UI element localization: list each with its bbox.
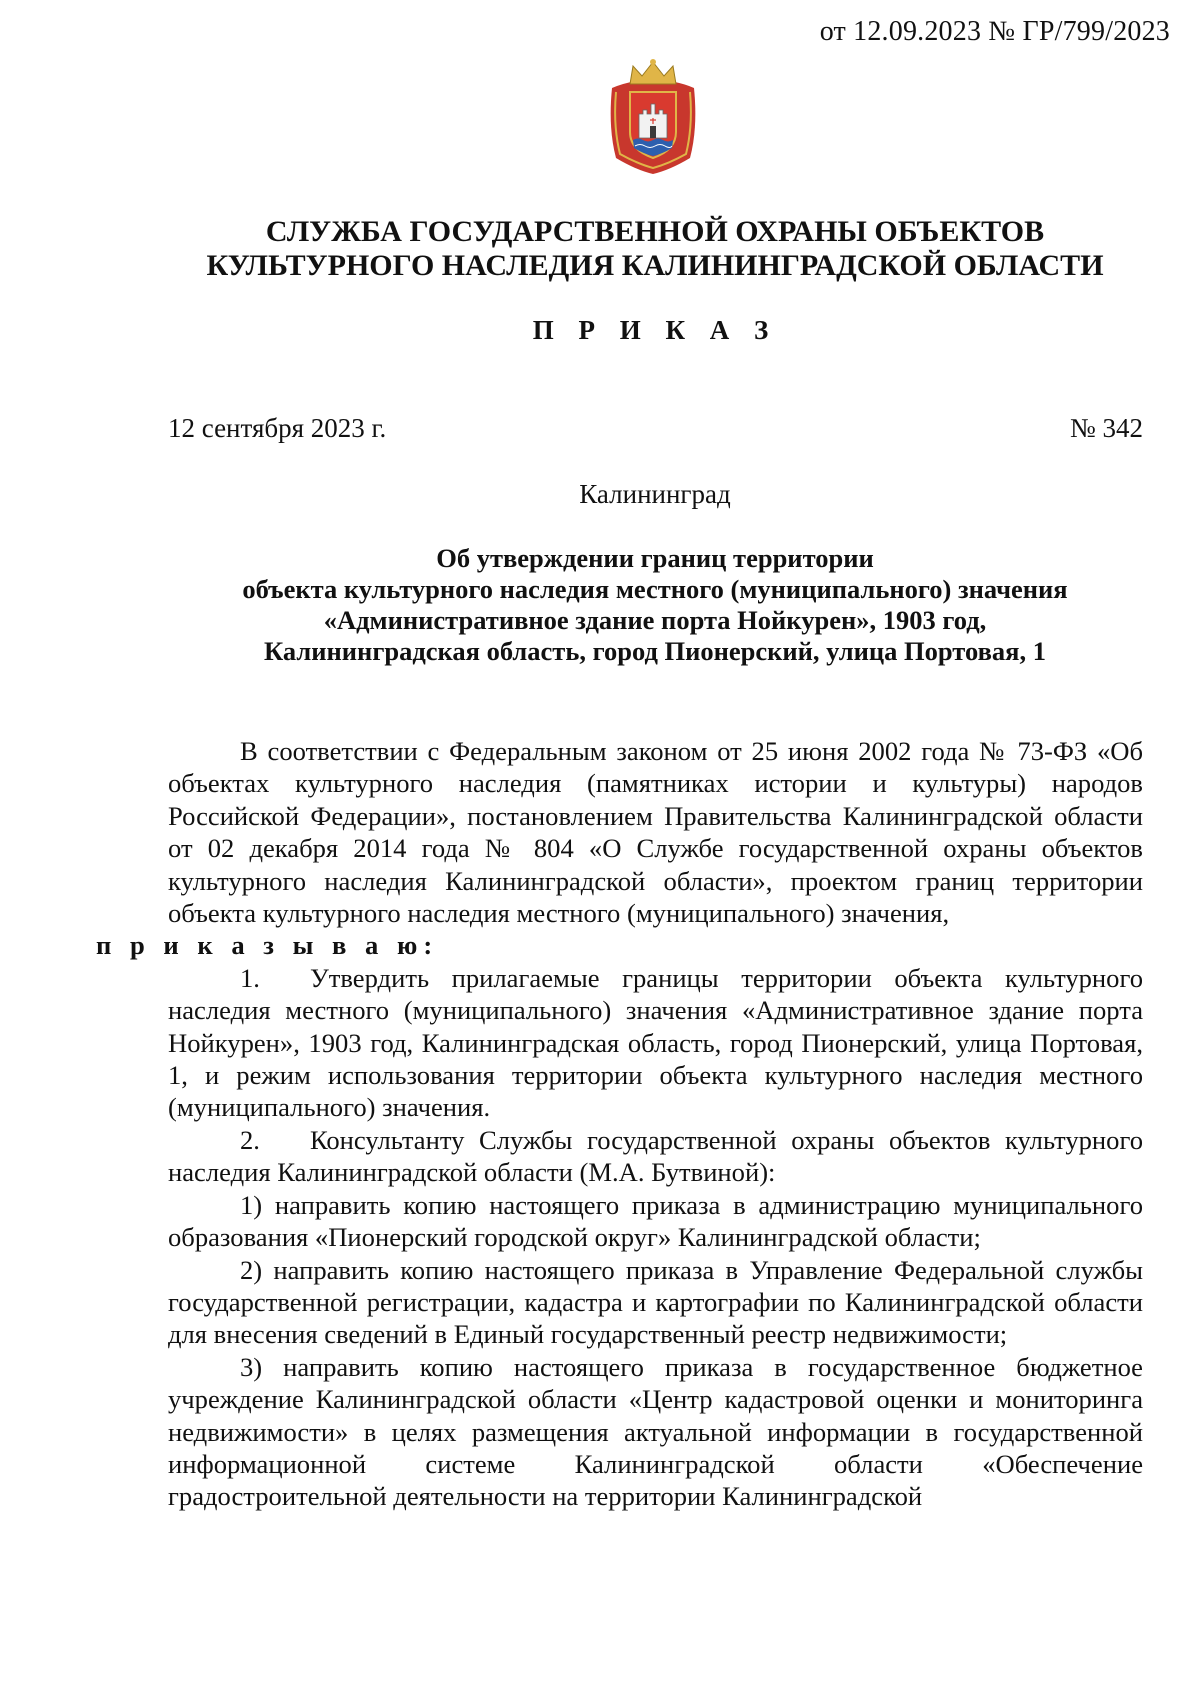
intro-text: В соответствии с Федеральным законом от 25 июня 2002 года № 73-ФЗ «Об объектах культурного наследия (памятниках истории и культуры) народов Российской Федерации», постановлением Правительства Калининградской области от 02 декабря 2014 года № 804 «О Службе государственной охраны объектов культурного наследия Калининградской области», проектом границ территории объекта культурного наследия местного (муниципального) значения, [168,736,1143,929]
organization-title [150,215,1160,283]
order-date: 12 сентября 2023 г. [168,413,387,443]
coat-of-arms-icon [606,58,700,176]
order-subject [170,543,1140,667]
order-city: Калининград [579,479,731,509]
document-type: П Р И К А З [532,315,778,345]
organization-title-line2: КУЛЬТУРНОГО НАСЛЕДИЯ КАЛИНИНГРАДСКОЙ ОБЛАСТИ [206,249,1104,282]
subitem-3: 3) направить копию настоящего приказа в государственное бюджетное учреждение Калининградской области «Центр кадастровой оценки и мониторинга недвижимости» в целях размещения актуальной информации в государственной информационной системе Калининградской области «Обеспечение градостроительной деятельности на территории Калининградской [168,1351,1143,1512]
subject-line4: Калининградская область, город Пионерский, улица Портовая, 1 [264,636,1046,666]
item-2-number: 2. [240,1124,260,1155]
item-1 [168,962,1143,1124]
item-2 [168,1124,1143,1189]
order-body [96,735,1143,1513]
order-number: № 342 [1069,413,1143,443]
item-1-number: 1. [240,962,260,993]
subject-line3: «Административное здание порта Нойкурен», 1903 год, [323,605,987,635]
item-1-text: Утвердить прилагаемые границы территории объекта культурного наследия местного (муниципального) значения «Административное здание порта Нойкурен», 1903 год, Калининградская область, город Пионерский, улица Портовая, 1, и режим использования территории объекта культурного наследия местного (муниципального) значения. [168,962,1143,1123]
subitem-2: 2) направить копию настоящего приказа в Управление Федеральной службы государственной регистрации, кадастра и картографии по Калининградской области для внесения сведений в Единый государственный реестр недвижимости; [168,1254,1143,1350]
subject-line1: Об утверждении границ территории [436,543,874,573]
organization-title-line1: СЛУЖБА ГОСУДАРСТВЕННОЙ ОХРАНЫ ОБЪЕКТОВ [265,215,1045,248]
subject-line2: объекта культурного наследия местного (муниципального) значения [242,574,1068,604]
order-word: п р и к а з ы в а ю: [96,930,439,961]
subitem-1: 1) направить копию настоящего приказа в администрацию муниципального образования «Пионерский городской округ» Калининградской области; [168,1189,1143,1253]
intro-paragraph [96,735,1143,962]
registration-number: от 12.09.2023 № ГР/799/2023 [819,16,1170,47]
item-2-text: Консультанту Службы государственной охраны объектов культурного наследия Калининградской области (М.А. Бутвиной): [168,1124,1143,1188]
